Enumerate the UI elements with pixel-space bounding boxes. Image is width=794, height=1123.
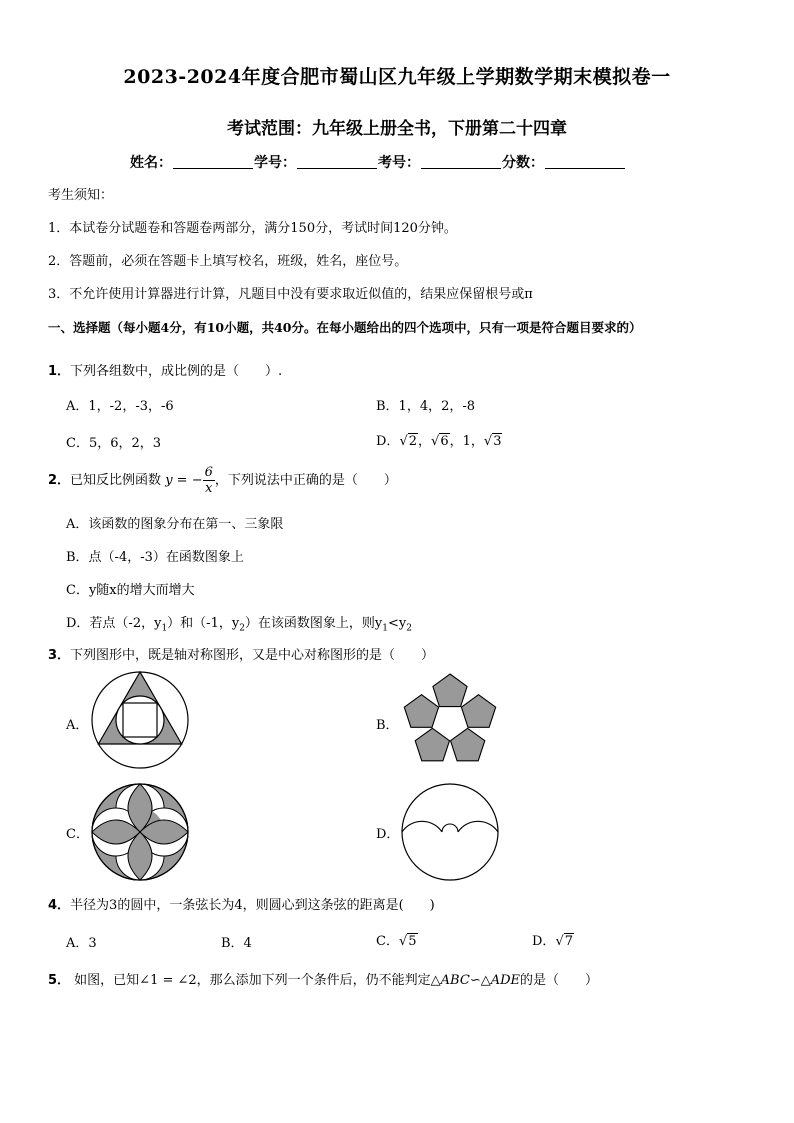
- q3-option-c[interactable]: C．: [66, 827, 89, 842]
- figure-b-five-pentagons[interactable]: [400, 670, 500, 770]
- q4-option-c[interactable]: [376, 930, 418, 949]
- score-label: 分数：: [502, 155, 544, 171]
- question-number: 5．: [48, 973, 71, 988]
- question-5: [48, 969, 598, 988]
- section-heading: 一、选择题（每小题4分，有10小题，共40分。在每小题给出的四个选项中，只有一项是符合题目要求的）: [48, 320, 642, 335]
- pentagon-shape: [415, 728, 449, 761]
- pentagon-shape: [461, 695, 495, 728]
- question-number: 4．: [48, 898, 71, 913]
- sqrt-7: √7: [555, 934, 574, 949]
- id-blank[interactable]: [297, 154, 377, 169]
- option-label: C．: [376, 934, 399, 949]
- q4-option-a[interactable]: A．3: [66, 936, 97, 951]
- sqrt-3: √3: [483, 434, 502, 449]
- question-1: [48, 360, 282, 379]
- student-info-fields: [130, 152, 626, 172]
- figure-a-triangle-in-circle[interactable]: [90, 670, 190, 770]
- q3-option-b[interactable]: B．: [376, 718, 399, 733]
- question-stem: 已知反比例函数: [70, 473, 162, 488]
- fraction: $\frac{6}{x}$: [204, 465, 213, 496]
- q1-option-b[interactable]: B．1，4，2，-8: [376, 399, 476, 414]
- notice-item-3: 3．不允许使用计算器进行计算，凡题目中没有要求取近似值的，结果应保留根号或π: [48, 287, 533, 302]
- question-stem: 下列图形中，既是轴对称图形，又是中心对称图形的是（ ）: [70, 648, 435, 663]
- notice-item-1: 1．本试卷分试题卷和答题卷两部分，满分150分，考试时间120分钟。: [48, 221, 457, 236]
- question-stem: 半径为3的圆中，一条弦长为4，则圆心到这条弦的距离是( ): [70, 898, 435, 913]
- question-4: [48, 894, 435, 913]
- question-2: [48, 465, 397, 496]
- id-label: 学号：: [254, 155, 296, 171]
- q1-option-c[interactable]: C．5，6，2，3: [66, 436, 162, 451]
- name-label: 姓名：: [130, 155, 172, 171]
- question-stem-rest: ，下列说法中正确的是（ ）: [214, 473, 397, 488]
- name-blank[interactable]: [173, 154, 253, 169]
- score-blank[interactable]: [545, 154, 625, 169]
- question-stem: 如图，已知∠1 = ∠2，那么添加下列一个条件后，仍不能判定: [70, 973, 431, 988]
- q2-option-b[interactable]: B．点（-4，-3）在函数图象上: [66, 550, 244, 565]
- q3-option-a[interactable]: A．: [66, 718, 89, 733]
- question-number: 1．: [48, 364, 71, 379]
- pentagon-shape: [404, 695, 438, 728]
- question-stem: 下列各组数中，成比例的是（ ）.: [70, 364, 283, 379]
- notice-heading: 考生须知：: [48, 188, 114, 203]
- q4-option-b[interactable]: B．4: [221, 936, 252, 951]
- question-number: 3．: [48, 648, 71, 663]
- equation-lhs: y = −: [165, 473, 203, 488]
- triangle-ade: △ADE: [480, 973, 521, 988]
- option-label: D．: [376, 434, 400, 449]
- question-stem-rest: 的是（ ）: [520, 973, 599, 988]
- triangle-abc: △ABC: [430, 973, 470, 988]
- pentagon-shape: [433, 674, 467, 707]
- sqrt-5: √5: [398, 934, 417, 949]
- q3-option-d[interactable]: D．: [376, 827, 400, 842]
- page-title: 2023-2024年度合肥市蜀山区九年级上学期数学期末模拟卷一: [123, 66, 671, 88]
- comma: ，: [418, 434, 432, 449]
- exam-scope: 考试范围：九年级上册全书，下册第二十四章: [227, 119, 567, 139]
- exam-no-label: 考号：: [378, 155, 420, 171]
- sqrt-6: √6: [431, 434, 449, 449]
- similar-symbol: ∽: [469, 973, 481, 988]
- q2-option-c[interactable]: C．y随x的增大而增大: [66, 583, 195, 598]
- notice-item-2: 2．答题前，必须在答题卡上填写校名，班级，姓名，座位号。: [48, 254, 408, 269]
- figure-c-four-petals[interactable]: [90, 782, 190, 882]
- option-label: D．: [532, 934, 556, 949]
- q1-option-d[interactable]: [376, 430, 502, 449]
- question-number: 2．: [48, 473, 71, 488]
- figure-d-circle-arcs[interactable]: [400, 782, 500, 882]
- pentagon-shape: [451, 728, 485, 761]
- q2-option-d[interactable]: D．若点（-2，$y_1$）和（-1，$y_2$）在该函数图象上，则$y_1<y_2$: [66, 616, 412, 634]
- q2-option-a[interactable]: A．该函数的图象分布在第一、三象限: [66, 517, 284, 532]
- q4-option-d[interactable]: [532, 930, 574, 949]
- exam-no-blank[interactable]: [421, 154, 501, 169]
- q1-option-a[interactable]: A．1，-2，-3，-6: [66, 399, 174, 414]
- question-3: [48, 644, 434, 663]
- value-1: ，1，: [449, 434, 484, 449]
- sqrt-2: √2: [399, 434, 418, 449]
